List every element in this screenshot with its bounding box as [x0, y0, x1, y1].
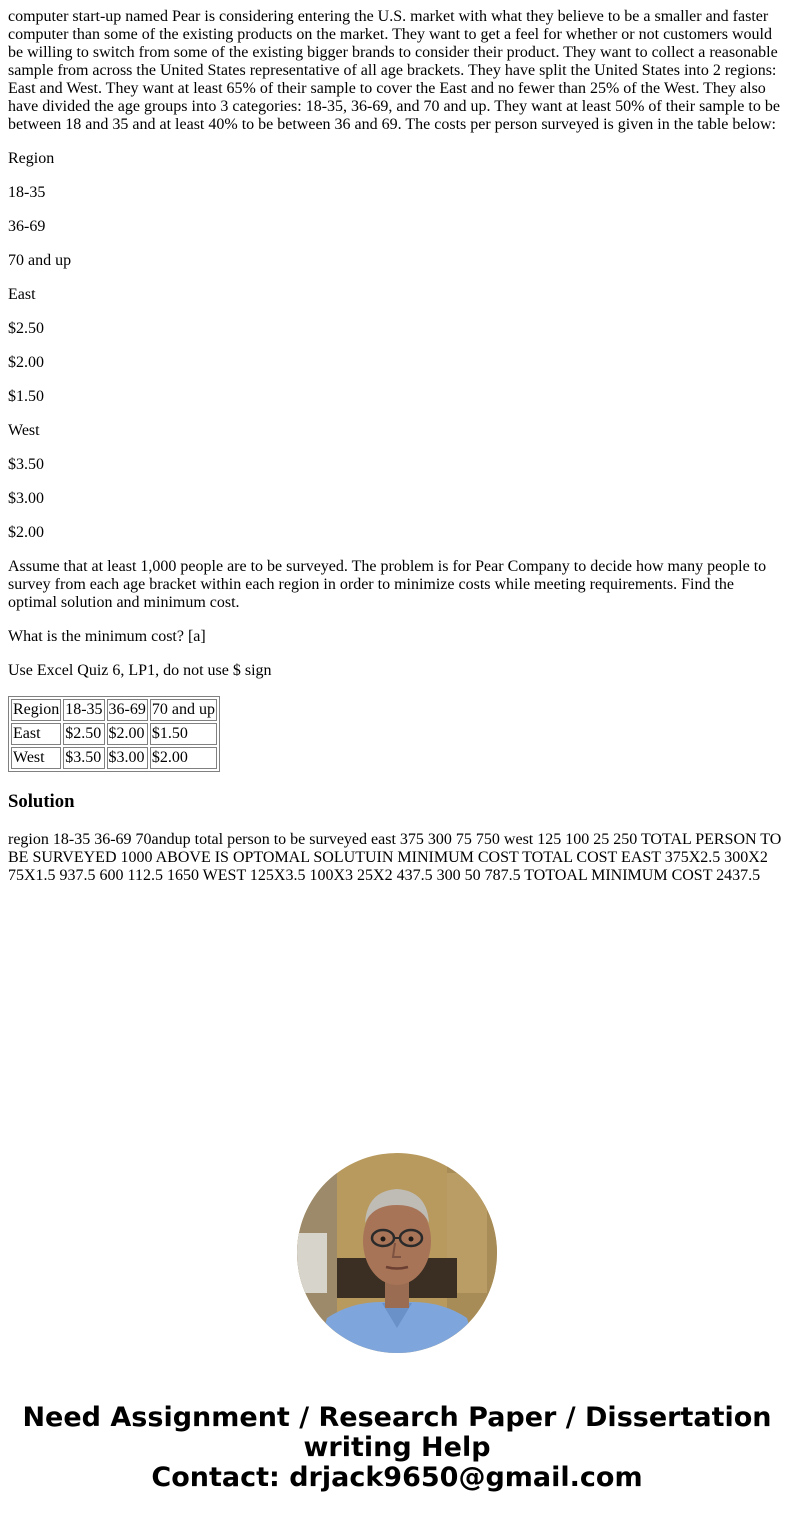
- flat-line-east-70-up-cost: $1.50: [8, 388, 44, 405]
- flat-line-west-70-up-cost: $2.00: [8, 524, 44, 541]
- table-cell: $2.50: [63, 723, 104, 745]
- flat-line-east-18-35-cost: $2.50: [8, 320, 44, 337]
- flat-line-age-36-69: 36-69: [8, 218, 46, 235]
- solution-heading: Solution: [8, 791, 75, 812]
- instruction-text: Use Excel Quiz 6, LP1, do not use $ sign: [8, 662, 272, 679]
- footer-line-2: writing Help: [303, 1432, 491, 1463]
- table-cell: $2.00: [107, 723, 148, 745]
- flat-line-west: West: [8, 422, 40, 439]
- table-row: [11, 723, 217, 745]
- table-cell: 36-69: [107, 699, 148, 721]
- table-cell: $3.50: [63, 747, 104, 769]
- table-row: [11, 747, 217, 769]
- question-content: [8, 8, 786, 901]
- table-cell: $2.00: [150, 747, 217, 769]
- table-cell: 70 and up: [150, 699, 217, 721]
- table-cell: Region: [11, 699, 61, 721]
- table-cell: West: [11, 747, 61, 769]
- flat-line-west-36-69-cost: $3.00: [8, 490, 44, 507]
- footer-contact-line: Contact: drjack9650@gmail.com: [151, 1462, 643, 1493]
- solution-text: region 18-35 36-69 70andup total person to be surveyed east 375 300 75 750 west 125 100 25 250 TOTAL PERSON TO BE SURVEYED 1000 ABOVE IS OPTOMAL SOLUTUIN MINIMUM COST TOTAL COST EAST 375X2.5 300X2 75X1.5 937.5 600 112.5 1650 WEST 125X3.5 100X3 25X2 437.5 300 50 787.5 TOTOAL MINIMUM COST 2437.5: [8, 831, 782, 884]
- flat-line-east: East: [8, 286, 36, 303]
- author-avatar: [297, 1153, 497, 1353]
- question-prompt: What is the minimum cost? [a]: [8, 628, 206, 645]
- flat-line-region-header: Region: [8, 150, 55, 167]
- table-cell: 18-35: [63, 699, 104, 721]
- cost-table: [8, 696, 220, 772]
- footer-line-1: Need Assignment / Research Paper / Dissertation: [22, 1402, 772, 1433]
- table-cell: $3.00: [107, 747, 148, 769]
- flat-line-age-18-35: 18-35: [8, 184, 46, 201]
- flat-line-east-36-69-cost: $2.00: [8, 354, 44, 371]
- author-photo-illustration: [297, 1153, 497, 1353]
- table-cell: East: [11, 723, 61, 745]
- question-intro: computer start-up named Pear is considering entering the U.S. market with what they believe to be a smaller and faster computer than some of the existing products on the market. They want to get a feel for whether or not customers would be willing to switch from some of the existing bigger brands to consider their product. They want to collect a reasonable sample from across the United States representative of all age brackets. They have split the United States into 2 regions: East and West. They want at least 65% of their sample to cover the East and no fewer than 25% of the West. They also have divided the age groups into 3 categories: 18-35, 36-69, and 70 and up. They want at least 50% of their sample to be between 18 and 35 and at least 40% to be between 36 and 69. The costs per person surveyed is given in the table below:: [8, 8, 780, 133]
- table-cell: $1.50: [150, 723, 217, 745]
- assumption-text: Assume that at least 1,000 people are to be surveyed. The problem is for Pear Company to decide how many people to survey from each age bracket within each region in order to minimize costs while meeting requirements. Find the optimal solution and minimum cost.: [8, 558, 767, 611]
- table-header-row: [11, 699, 217, 721]
- flat-line-west-18-35-cost: $3.50: [8, 456, 44, 473]
- flat-line-age-70-up: 70 and up: [8, 252, 72, 269]
- footer-contact-banner: [0, 1403, 794, 1493]
